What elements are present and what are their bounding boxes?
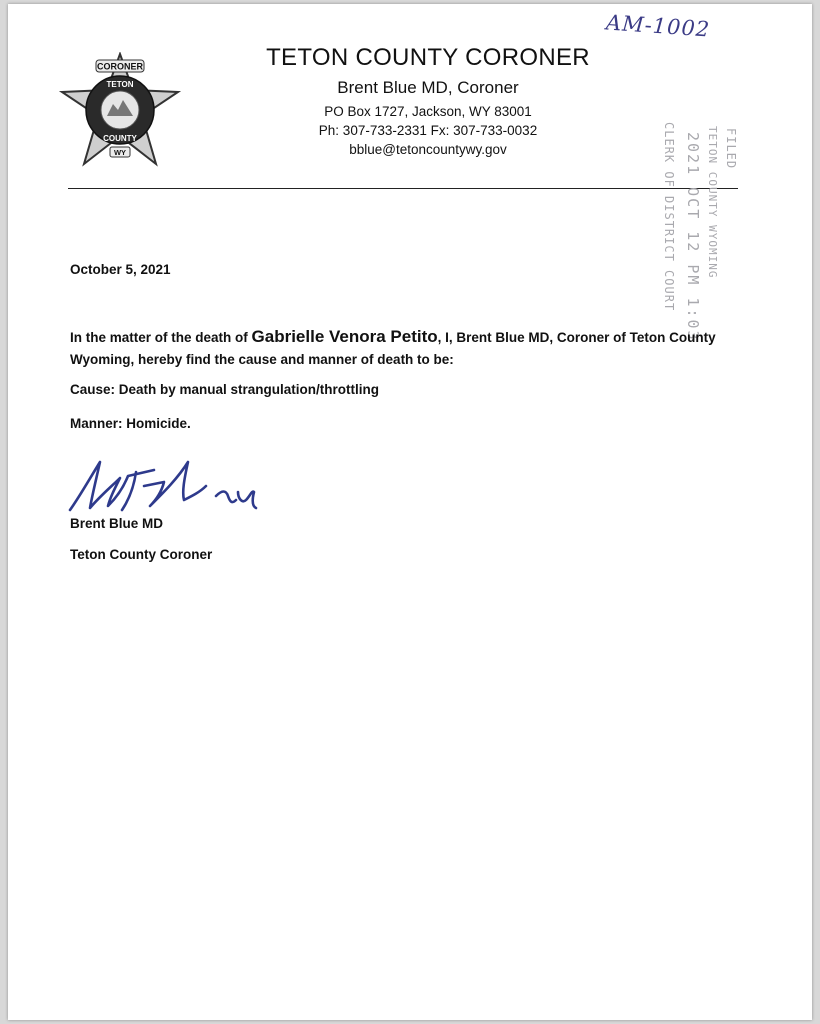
svg-text:WY: WY xyxy=(113,148,127,157)
signer-name: Brent Blue MD xyxy=(70,516,164,531)
intro-prefix: In the matter of the death of xyxy=(70,330,252,345)
letterhead-title: TETON COUNTY CORONER xyxy=(266,44,590,71)
svg-text:COUNTY: COUNTY xyxy=(103,134,137,143)
handwritten-signature-icon xyxy=(66,456,276,520)
manner-of-death: Manner: Homicide. xyxy=(70,416,191,431)
letterhead-address: PO Box 1727, Jackson, WY 83001 xyxy=(324,104,532,119)
svg-text:TETON: TETON xyxy=(106,80,134,89)
handwritten-document-id: AM-1002 xyxy=(605,10,711,42)
document-page xyxy=(8,4,812,1020)
letterhead xyxy=(248,44,608,161)
intro-suffix: , I, Brent Blue MD, Coroner of Teton County Wyoming, hereby find the cause and manner of death to be: xyxy=(70,330,716,367)
coroner-star-badge-icon xyxy=(58,52,182,168)
filed-stamp xyxy=(628,116,748,342)
letterhead-subtitle: Brent Blue MD, Coroner xyxy=(337,78,519,97)
filed-stamp-line3: 2021 OCT 12 PM 1:03 xyxy=(684,132,702,342)
deceased-name: Gabrielle Venora Petito xyxy=(251,327,438,346)
signer-title: Teton County Coroner xyxy=(70,547,213,562)
letter-intro xyxy=(70,326,730,371)
letter-date: October 5, 2021 xyxy=(70,262,171,277)
cause-of-death: Cause: Death by manual strangulation/throttling xyxy=(70,382,380,397)
letterhead-phone-fax: Ph: 307-733-2331 Fx: 307-733-0032 xyxy=(318,123,538,138)
filed-stamp-line4: CLERK OF DISTRICT COURT xyxy=(662,122,676,312)
filed-stamp-line1: FILED xyxy=(724,128,738,170)
filed-stamp-line2: TETON COUNTY WYOMING xyxy=(706,126,719,279)
svg-text:CORONER: CORONER xyxy=(96,61,144,72)
letterhead-email: bblue@tetoncountywy.gov xyxy=(349,142,507,157)
